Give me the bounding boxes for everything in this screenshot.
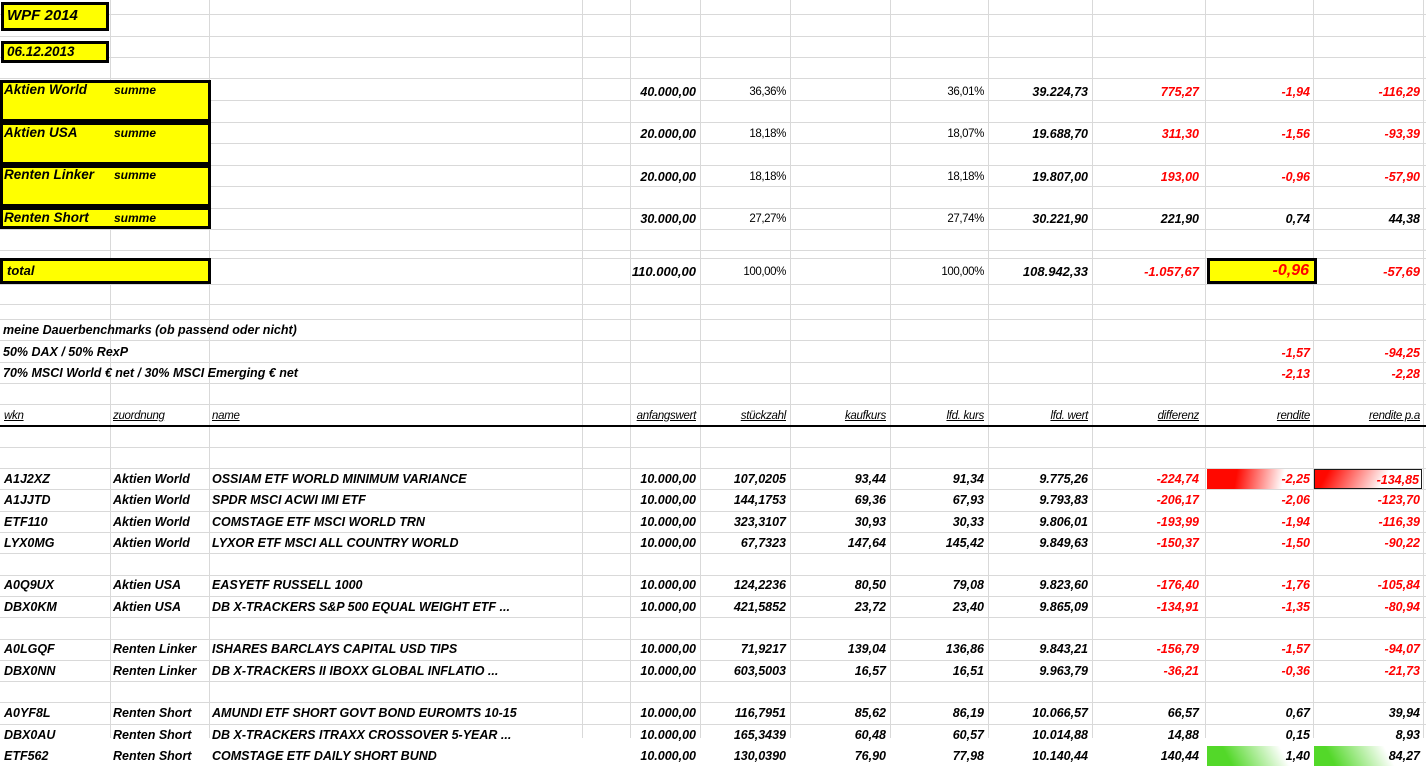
- gridline-horizontal: [0, 340, 1426, 341]
- cell-rendite_pa[interactable]: -90,22: [1384, 535, 1420, 550]
- table-header-lfd_wert[interactable]: lfd. wert: [1050, 409, 1088, 422]
- cell-lfd_wert[interactable]: 9.963,79: [1039, 663, 1088, 678]
- cell-lfd_wert[interactable]: 10.066,57: [1032, 706, 1088, 721]
- summary-rendite[interactable]: -0,96: [1281, 169, 1310, 184]
- cell-anfangswert[interactable]: 10.000,00: [640, 642, 696, 657]
- cell-kaufkurs[interactable]: 147,64: [847, 535, 886, 550]
- total-anteil-pct[interactable]: 100,00%: [743, 265, 786, 278]
- summary-label: Renten Linker: [4, 167, 95, 183]
- summary-lfd-wert[interactable]: 39.224,73: [1032, 84, 1088, 99]
- cell-anfangswert[interactable]: 10.000,00: [640, 535, 696, 550]
- table-header-kaufkurs[interactable]: kaufkurs: [844, 409, 886, 422]
- cell-zuordnung[interactable]: Aktien World: [113, 535, 190, 550]
- cell-stueckzahl[interactable]: 323,3107: [733, 514, 786, 529]
- table-header-anfangswert[interactable]: anfangswert: [636, 409, 696, 422]
- cell-zuordnung[interactable]: Aktien USA: [113, 578, 182, 593]
- cell-differenz[interactable]: -150,37: [1156, 535, 1199, 550]
- cell-stueckzahl[interactable]: 603,5003: [733, 663, 786, 678]
- cell-anfangswert[interactable]: 10.000,00: [640, 471, 696, 486]
- summary-anfangswert[interactable]: 30.000,00: [640, 212, 696, 227]
- gridline-vertical: [1423, 0, 1424, 738]
- cell-zuordnung[interactable]: Aktien World: [113, 493, 190, 508]
- summary-rendite-pa[interactable]: -93,39: [1384, 127, 1420, 142]
- cell-name[interactable]: DB X-TRACKERS S&P 500 EQUAL WEIGHT ETF ...: [212, 599, 510, 614]
- cell-zuordnung[interactable]: Renten Short: [113, 706, 192, 721]
- cell-anfangswert[interactable]: 10.000,00: [640, 727, 696, 742]
- table-header-lfd_kurs[interactable]: lfd. kurs: [946, 409, 984, 422]
- total-anfangswert[interactable]: 110.000,00: [631, 263, 696, 279]
- cell-rendite_pa[interactable]: 84,27: [1314, 746, 1422, 766]
- cell-name[interactable]: OSSIAM ETF WORLD MINIMUM VARIANCE: [212, 471, 467, 486]
- gridline-horizontal: [0, 553, 1426, 554]
- cell-differenz[interactable]: -36,21: [1163, 663, 1199, 678]
- total-differenz[interactable]: -1.057,67: [1144, 263, 1199, 279]
- cell-rendite_pa[interactable]: -134,85: [1314, 469, 1422, 489]
- cell-rendite[interactable]: -1,35: [1281, 599, 1310, 614]
- cell-anfangswert[interactable]: 10.000,00: [640, 578, 696, 593]
- total-rendite-cell[interactable]: -0,96: [1207, 258, 1317, 284]
- gridline-horizontal: [0, 36, 1426, 37]
- cell-lfd_kurs[interactable]: 77,98: [952, 748, 984, 763]
- cell-differenz[interactable]: -206,17: [1156, 493, 1199, 508]
- gridline-horizontal: [0, 250, 1426, 251]
- summary-summe-label: summe: [114, 125, 157, 140]
- cell-differenz[interactable]: 66,57: [1167, 706, 1199, 721]
- cell-anfangswert[interactable]: 10.000,00: [640, 663, 696, 678]
- cell-rendite[interactable]: -2,25: [1207, 469, 1312, 489]
- cell-rendite_pa[interactable]: -123,70: [1377, 493, 1420, 508]
- cell-lfd_kurs[interactable]: 16,51: [952, 663, 984, 678]
- gridline-horizontal: [0, 447, 1426, 448]
- gridline-vertical: [988, 0, 989, 738]
- cell-lfd_wert[interactable]: 9.843,21: [1039, 642, 1088, 657]
- benchmark-rendite-pa[interactable]: -94,25: [1384, 345, 1420, 360]
- table-header-zuordnung[interactable]: zuordnung: [113, 409, 165, 422]
- cell-kaufkurs[interactable]: 76,90: [854, 748, 886, 763]
- table-header-wkn[interactable]: wkn: [4, 409, 24, 422]
- summary-summe-label: summe: [114, 168, 157, 183]
- summary-label: Renten Short: [4, 209, 89, 225]
- summary-differenz[interactable]: 221,90: [1160, 212, 1199, 227]
- cell-name[interactable]: LYXOR ETF MSCI ALL COUNTRY WORLD: [212, 535, 459, 550]
- cell-rendite[interactable]: -1,76: [1281, 578, 1310, 593]
- summary-label: Aktien World: [4, 82, 88, 97]
- summary-summe-label: summe: [114, 210, 157, 225]
- table-header-rendite[interactable]: rendite: [1276, 409, 1310, 422]
- gridline-vertical: [890, 0, 891, 738]
- cell-anfangswert[interactable]: 10.000,00: [640, 514, 696, 529]
- cell-wkn[interactable]: A0YF8L: [4, 706, 51, 721]
- cell-lfd_wert[interactable]: 9.823,60: [1039, 578, 1088, 593]
- cell-rendite[interactable]: 0,67: [1285, 706, 1310, 721]
- gridline-vertical: [1205, 0, 1206, 738]
- gridline-vertical: [790, 0, 791, 738]
- summary-rendite-pa[interactable]: 44,38: [1388, 212, 1420, 227]
- cell-wkn[interactable]: DBX0AU: [4, 727, 56, 742]
- cell-zuordnung[interactable]: Renten Short: [113, 727, 192, 742]
- cell-kaufkurs[interactable]: 93,44: [854, 471, 886, 486]
- cell-stueckzahl[interactable]: 130,0390: [733, 748, 786, 763]
- cell-rendite_pa[interactable]: -105,84: [1377, 578, 1420, 593]
- cell-name[interactable]: SPDR MSCI ACWI IMI ETF: [212, 493, 366, 508]
- summary-anfangswert[interactable]: 40.000,00: [640, 84, 696, 99]
- cell-name[interactable]: EASYETF RUSSELL 1000: [212, 578, 363, 593]
- cell-differenz[interactable]: -156,79: [1156, 642, 1199, 657]
- cell-lfd_wert[interactable]: 9.793,83: [1039, 493, 1088, 508]
- cell-rendite[interactable]: -0,36: [1281, 663, 1310, 678]
- cell-zuordnung[interactable]: Aktien World: [113, 514, 190, 529]
- gridline-vertical: [582, 0, 583, 738]
- cell-kaufkurs[interactable]: 139,04: [847, 642, 886, 657]
- cell-differenz[interactable]: -224,74: [1156, 471, 1199, 486]
- cell-lfd_kurs[interactable]: 145,42: [945, 535, 984, 550]
- summary-rendite[interactable]: -1,94: [1281, 84, 1310, 99]
- gridline-vertical: [630, 0, 631, 738]
- cell-rendite_pa[interactable]: 39,94: [1388, 706, 1420, 721]
- benchmark-rendite[interactable]: -1,57: [1281, 345, 1310, 360]
- cell-name[interactable]: AMUNDI ETF SHORT GOVT BOND EUROMTS 10-15: [212, 706, 517, 721]
- table-header-differenz[interactable]: differenz: [1157, 409, 1199, 422]
- benchmark-rendite-pa[interactable]: -2,28: [1391, 367, 1420, 381]
- cell-wkn[interactable]: LYX0MG: [4, 535, 55, 550]
- table-header-stueckzahl[interactable]: stückzahl: [740, 409, 786, 422]
- cell-name[interactable]: ISHARES BARCLAYS CAPITAL USD TIPS: [212, 642, 458, 657]
- cell-rendite[interactable]: 1,40: [1207, 746, 1312, 766]
- date-cell[interactable]: 06.12.2013: [1, 41, 109, 63]
- cell-differenz[interactable]: 140,44: [1160, 748, 1199, 763]
- cell-rendite[interactable]: -1,50: [1281, 535, 1310, 550]
- cell-stueckzahl[interactable]: 107,0205: [733, 471, 786, 486]
- cell-anfangswert[interactable]: 10.000,00: [640, 748, 696, 763]
- cell-kaufkurs[interactable]: 60,48: [854, 727, 886, 742]
- cell-rendite[interactable]: -1,94: [1281, 514, 1310, 529]
- cell-stueckzahl[interactable]: 165,3439: [733, 727, 786, 742]
- gridline-horizontal: [0, 14, 1426, 15]
- total-lfd-wert[interactable]: 108.942,33: [1022, 263, 1088, 279]
- cell-lfd_kurs[interactable]: 30,33: [952, 514, 984, 529]
- cell-stueckzahl[interactable]: 67,7323: [740, 535, 786, 550]
- total-label-cell[interactable]: total: [0, 258, 211, 284]
- cell-wkn[interactable]: A0LGQF: [4, 642, 55, 657]
- cell-rendite_pa[interactable]: 8,93: [1395, 727, 1420, 742]
- cell-differenz[interactable]: -134,91: [1156, 599, 1199, 614]
- summary-lfd-wert[interactable]: 19.688,70: [1032, 127, 1088, 142]
- benchmark-row-label[interactable]: 70% MSCI World € net / 30% MSCI Emerging € net: [3, 366, 298, 380]
- summary-rendite[interactable]: -1,56: [1281, 127, 1310, 142]
- cell-wkn[interactable]: A1J2XZ: [4, 471, 50, 486]
- cell-lfd_kurs[interactable]: 91,34: [952, 471, 984, 486]
- gridline-vertical: [700, 0, 701, 738]
- summary-anteil-pct[interactable]: 18,18%: [749, 170, 786, 183]
- summary-differenz[interactable]: 311,30: [1161, 127, 1199, 142]
- cell-rendite_pa[interactable]: -116,39: [1378, 514, 1420, 529]
- benchmark-rendite[interactable]: -2,13: [1281, 367, 1310, 381]
- cell-stueckzahl[interactable]: 144,1753: [733, 493, 786, 508]
- summary-anfangswert[interactable]: 20.000,00: [640, 169, 696, 184]
- cell-wkn[interactable]: DBX0KM: [4, 599, 57, 614]
- cell-lfd_kurs[interactable]: 23,40: [952, 599, 984, 614]
- cell-anfangswert[interactable]: 10.000,00: [640, 706, 696, 721]
- cell-differenz[interactable]: 14,88: [1167, 727, 1199, 742]
- cell-lfd_wert[interactable]: 10.140,44: [1032, 748, 1088, 763]
- gridline-vertical: [1092, 0, 1093, 738]
- cell-lfd_wert[interactable]: 9.865,09: [1039, 599, 1088, 614]
- summary-anteil-lfd-pct[interactable]: 18,07%: [947, 128, 984, 141]
- summary-anteil-pct[interactable]: 18,18%: [749, 128, 786, 141]
- cell-lfd_wert[interactable]: 9.775,26: [1039, 471, 1088, 486]
- cell-name[interactable]: COMSTAGE ETF MSCI WORLD TRN: [212, 514, 425, 529]
- gridline-horizontal: [0, 122, 1426, 123]
- cell-anfangswert[interactable]: 10.000,00: [640, 493, 696, 508]
- summary-lfd-wert[interactable]: 19.807,00: [1032, 169, 1088, 184]
- cell-zuordnung[interactable]: Renten Linker: [113, 642, 197, 657]
- cell-zuordnung[interactable]: Renten Short: [113, 748, 192, 763]
- cell-kaufkurs[interactable]: 80,50: [854, 578, 886, 593]
- cell-differenz[interactable]: -176,40: [1156, 578, 1199, 593]
- cell-kaufkurs[interactable]: 23,72: [854, 599, 886, 614]
- summary-lfd-wert[interactable]: 30.221,90: [1032, 212, 1088, 227]
- cell-lfd_kurs[interactable]: 86,19: [952, 706, 984, 721]
- benchmarks-heading: meine Dauerbenchmarks (ob passend oder nicht): [3, 322, 297, 337]
- cell-name[interactable]: DB X-TRACKERS II IBOXX GLOBAL INFLATIO ...: [212, 663, 499, 678]
- cell-rendite[interactable]: -1,57: [1281, 642, 1310, 657]
- summary-rendite[interactable]: 0,74: [1285, 212, 1310, 227]
- cell-rendite[interactable]: 0,15: [1285, 727, 1310, 742]
- cell-wkn[interactable]: ETF110: [4, 514, 48, 529]
- gridline-horizontal: [0, 57, 1426, 58]
- summary-summe-label: summe: [114, 83, 157, 97]
- summary-rendite-pa[interactable]: -57,90: [1384, 169, 1420, 184]
- cell-rendite_pa[interactable]: -94,07: [1384, 642, 1420, 657]
- benchmark-row-label[interactable]: 50% DAX / 50% RexP: [3, 344, 129, 359]
- gridline-horizontal: [0, 284, 1426, 285]
- cell-zuordnung[interactable]: Renten Linker: [113, 663, 197, 678]
- cell-rendite_pa[interactable]: -80,94: [1384, 599, 1420, 614]
- cell-kaufkurs[interactable]: 30,93: [854, 514, 886, 529]
- summary-anteil-lfd-pct[interactable]: 27,74%: [947, 213, 984, 226]
- cell-zuordnung[interactable]: Aktien World: [113, 471, 190, 486]
- wpf-title-cell[interactable]: WPF 2014: [1, 2, 109, 31]
- cell-stueckzahl[interactable]: 71,9217: [740, 642, 786, 657]
- cell-zuordnung[interactable]: Aktien USA: [113, 599, 182, 614]
- cell-lfd_kurs[interactable]: 136,86: [945, 642, 984, 657]
- summary-anteil-pct[interactable]: 27,27%: [749, 213, 786, 226]
- total-anteil-lfd-pct[interactable]: 100,00%: [941, 265, 984, 278]
- summary-anteil-pct[interactable]: 36,36%: [749, 85, 786, 98]
- cell-wkn[interactable]: ETF562: [4, 748, 49, 763]
- cell-name[interactable]: COMSTAGE ETF DAILY SHORT BUND: [212, 748, 437, 763]
- cell-lfd_kurs[interactable]: 60,57: [952, 727, 984, 742]
- summary-anteil-lfd-pct[interactable]: 36,01%: [947, 85, 984, 98]
- cell-lfd_kurs[interactable]: 79,08: [952, 578, 984, 593]
- summary-label: Aktien USA: [4, 124, 78, 140]
- table-header-name[interactable]: name: [212, 409, 240, 422]
- cell-kaufkurs[interactable]: 69,36: [854, 493, 886, 508]
- cell-name[interactable]: DB X-TRACKERS ITRAXX CROSSOVER 5-YEAR ...: [212, 727, 512, 742]
- summary-anfangswert[interactable]: 20.000,00: [640, 127, 696, 142]
- gridline-horizontal: [0, 681, 1426, 682]
- cell-wkn[interactable]: DBX0NN: [4, 663, 56, 678]
- table-header-rendite_pa[interactable]: rendite p.a: [1368, 409, 1420, 422]
- summary-differenz[interactable]: 193,00: [1160, 169, 1199, 184]
- cell-wkn[interactable]: A1JJTD: [4, 493, 51, 508]
- cell-wkn[interactable]: A0Q9UX: [4, 578, 55, 593]
- cell-stueckzahl[interactable]: 421,5852: [733, 599, 786, 614]
- cell-lfd_wert[interactable]: 10.014,88: [1032, 727, 1088, 742]
- cell-kaufkurs[interactable]: 85,62: [854, 706, 886, 721]
- cell-lfd_wert[interactable]: 9.806,01: [1039, 514, 1088, 529]
- gridline-horizontal: [0, 165, 1426, 166]
- summary-anteil-lfd-pct[interactable]: 18,18%: [947, 170, 984, 183]
- gridline-horizontal: [0, 78, 1426, 79]
- cell-anfangswert[interactable]: 10.000,00: [640, 599, 696, 614]
- summary-differenz[interactable]: 775,27: [1160, 84, 1199, 99]
- cell-differenz[interactable]: -193,99: [1156, 514, 1199, 529]
- gridline-horizontal: [0, 304, 1426, 305]
- cell-lfd_wert[interactable]: 9.849,63: [1039, 535, 1088, 550]
- cell-kaufkurs[interactable]: 16,57: [854, 663, 886, 678]
- total-rendite-pa[interactable]: -57,69: [1383, 263, 1420, 279]
- cell-stueckzahl[interactable]: 116,7951: [734, 706, 786, 721]
- cell-rendite[interactable]: -2,06: [1281, 493, 1310, 508]
- cell-lfd_kurs[interactable]: 67,93: [952, 493, 984, 508]
- summary-rendite-pa[interactable]: -116,29: [1378, 84, 1420, 99]
- gridline-horizontal: [0, 617, 1426, 618]
- cell-stueckzahl[interactable]: 124,2236: [733, 578, 786, 593]
- cell-rendite_pa[interactable]: -21,73: [1384, 663, 1420, 678]
